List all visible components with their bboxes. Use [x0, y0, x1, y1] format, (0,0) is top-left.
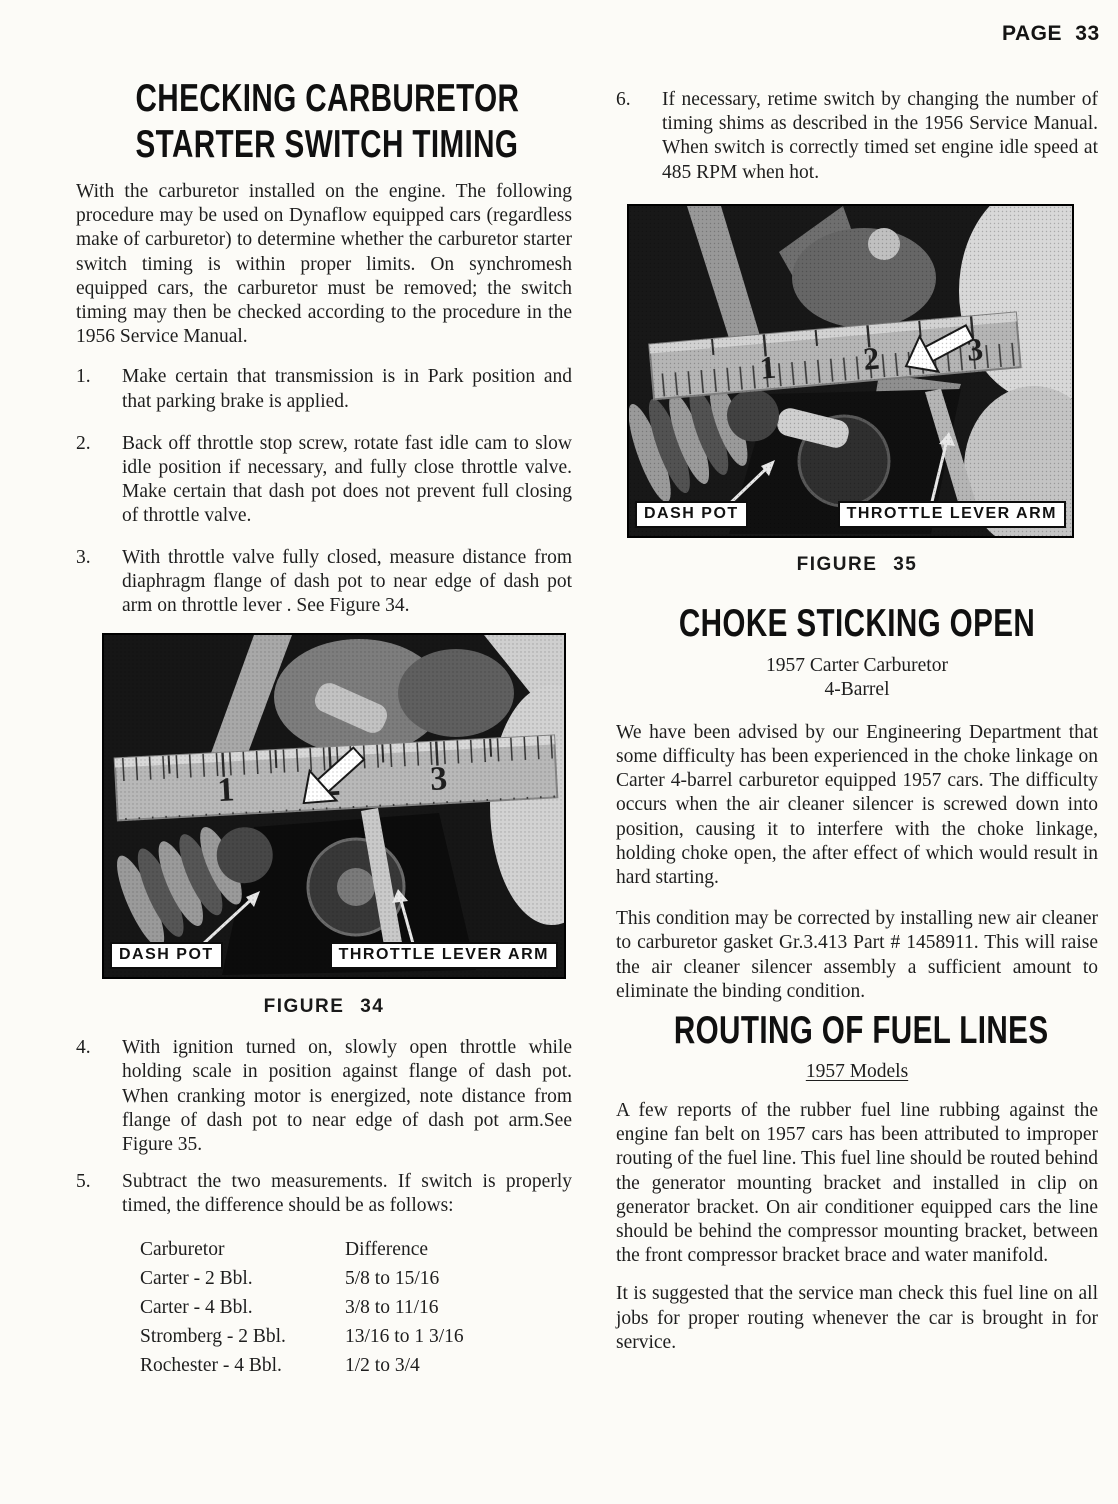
- step-5-number: 5.: [76, 1171, 91, 1193]
- figure-34-art: [104, 635, 564, 977]
- table-row: [140, 1351, 572, 1380]
- section-heading-choke: CHOKE STICKING OPEN: [678, 601, 1036, 645]
- page-number: PAGE 33: [1002, 22, 1100, 45]
- step-4-number: 4.: [76, 1037, 91, 1059]
- figure-35-label-throttle-lever-arm: THROTTLE LEVER ARM: [838, 501, 1066, 528]
- table-cell: Carter - 2 Bbl.: [140, 1267, 253, 1289]
- left-column: [76, 76, 572, 1380]
- difference-table: [140, 1235, 572, 1380]
- routing-subtitle: [616, 1060, 1098, 1084]
- choke-subtitle-line2: 4-Barrel: [824, 678, 890, 700]
- table-cell: Stromberg - 2 Bbl.: [140, 1325, 286, 1347]
- routing-paragraph-2: It is suggested that the service man check this fuel line on all jobs for proper routing whenever the car is brought in for service.: [616, 1283, 1098, 1353]
- figure-34-caption: FIGURE 34: [263, 996, 385, 1018]
- figure-35-label-dash-pot: DASH POT: [635, 501, 748, 528]
- table-row: [140, 1293, 572, 1322]
- step-2: [76, 432, 572, 529]
- step-6: [616, 88, 1098, 185]
- choke-paragraph-2: This condition may be corrected by installing new air cleaner to carburetor gasket Gr.3.413 Part # 1458911. This will raise the air cleaner silencer assembly a sufficient amount to eliminate the binding condition.: [616, 908, 1098, 1002]
- halftone-overlay: [629, 206, 1072, 536]
- step-6-text: If necessary, retime switch by changing the number of timing shims as described in the 1956 Service Manual. When switch is correctly timed set engine idle speed at 485 RPM when hot.: [662, 89, 1098, 183]
- step-2-text: Back off throttle stop screw, rotate fast idle cam to slow idle position if necessary, and fully close throttle valve. Make certain that dash pot does not prevent full closing of throttle valve.: [122, 432, 572, 527]
- table-cell: Rochester - 4 Bbl.: [140, 1354, 282, 1376]
- step-4: [76, 1036, 572, 1157]
- step-5: [76, 1170, 572, 1218]
- step-2-number: 2.: [76, 432, 91, 454]
- step-1: [76, 365, 572, 413]
- step-3: [76, 546, 572, 619]
- routing-paragraph-1: A few reports of the rubber fuel line rubbing against the engine fan belt on 1957 cars has been attributed to improper routing of the fuel line. This fuel line should be routed behind the generator mounting bracket and installed in clip on generator bracket. On air conditioner equipped cars the line should be behind the compressor mounting bracket, between the front compressor bracket brace and water manifold.: [616, 1100, 1098, 1267]
- table-cell: 5/8 to 15/16: [345, 1267, 440, 1289]
- step-6-number: 6.: [616, 89, 631, 110]
- section-heading-starter-switch: [135, 76, 520, 168]
- table-cell: 1/2 to 3/4: [345, 1354, 420, 1376]
- table-header-carburetor: Carburetor: [140, 1238, 225, 1260]
- figure-34-photo: [102, 633, 566, 979]
- intro-paragraph: With the carburetor installed on the engine. The following procedure may be used on Dynaflow equipped cars (regardless make of carburetor) to determine whether the carburetor starter switch timing is within proper limits. On synchromesh equipped cars, the carburetor must be removed; the switch timing may then be checked according to the procedure in the 1956 Service Manual.: [76, 181, 572, 348]
- table-row: [140, 1264, 572, 1293]
- choke-paragraph-1: We have been advised by our Engineering Department that some difficulty has been experienced in the choke linkage on Carter 4-barrel carburetor equipped 1957 cars. The difficulty occurs when the air cleaner silencer is screwed down into position, causing it to interfere with the choke linkage, holding choke open, the after effect of which would result in hard starting.: [616, 721, 1098, 889]
- step-5-text: Subtract the two measurements. If switch is properly timed, the difference should be as follows:: [122, 1171, 572, 1217]
- halftone-overlay: [104, 635, 564, 977]
- step-4-text: With ignition turned on, slowly open throttle while holding scale in position against flange of dash pot. When cranking motor is energized, note distance from flange of dash pot to near edge of dash pot arm.See Figure 35.: [122, 1037, 572, 1156]
- heading-line-2: STARTER SWITCH TIMING: [135, 123, 519, 166]
- table-cell: Carter - 4 Bbl.: [140, 1296, 253, 1318]
- table-header-difference: Difference: [345, 1238, 428, 1260]
- choke-subtitle-line1: 1957 Carter Carburetor: [766, 654, 948, 676]
- table-header-row: [140, 1235, 572, 1264]
- figure-35-art: [629, 206, 1072, 536]
- step-3-text: With throttle valve fully closed, measure distance from diaphragm flange of dash pot to near edge of dash pot arm on throttle lever . See Figure 34.: [122, 546, 572, 617]
- section-heading-routing: ROUTING OF FUEL LINES: [673, 1009, 1049, 1053]
- figure-35-caption: FIGURE 35: [796, 553, 918, 575]
- step-3-number: 3.: [76, 546, 91, 568]
- figure-35-photo: [627, 204, 1074, 538]
- table-cell: 13/16 to 1 3/16: [345, 1325, 464, 1347]
- table-cell: 3/8 to 11/16: [345, 1296, 439, 1318]
- step-1-text: Make certain that transmission is in Park position and that parking brake is applied.: [122, 366, 572, 412]
- heading-line-1: CHECKING CARBURETOR: [135, 77, 520, 120]
- right-column: [616, 88, 1098, 1355]
- routing-subtitle-text: 1957 Models: [805, 1061, 909, 1083]
- figure-34-label-throttle-lever-arm: THROTTLE LEVER ARM: [330, 942, 558, 969]
- table-row: [140, 1322, 572, 1351]
- figure-34-label-dash-pot: DASH POT: [110, 942, 223, 969]
- step-1-number: 1.: [76, 366, 91, 388]
